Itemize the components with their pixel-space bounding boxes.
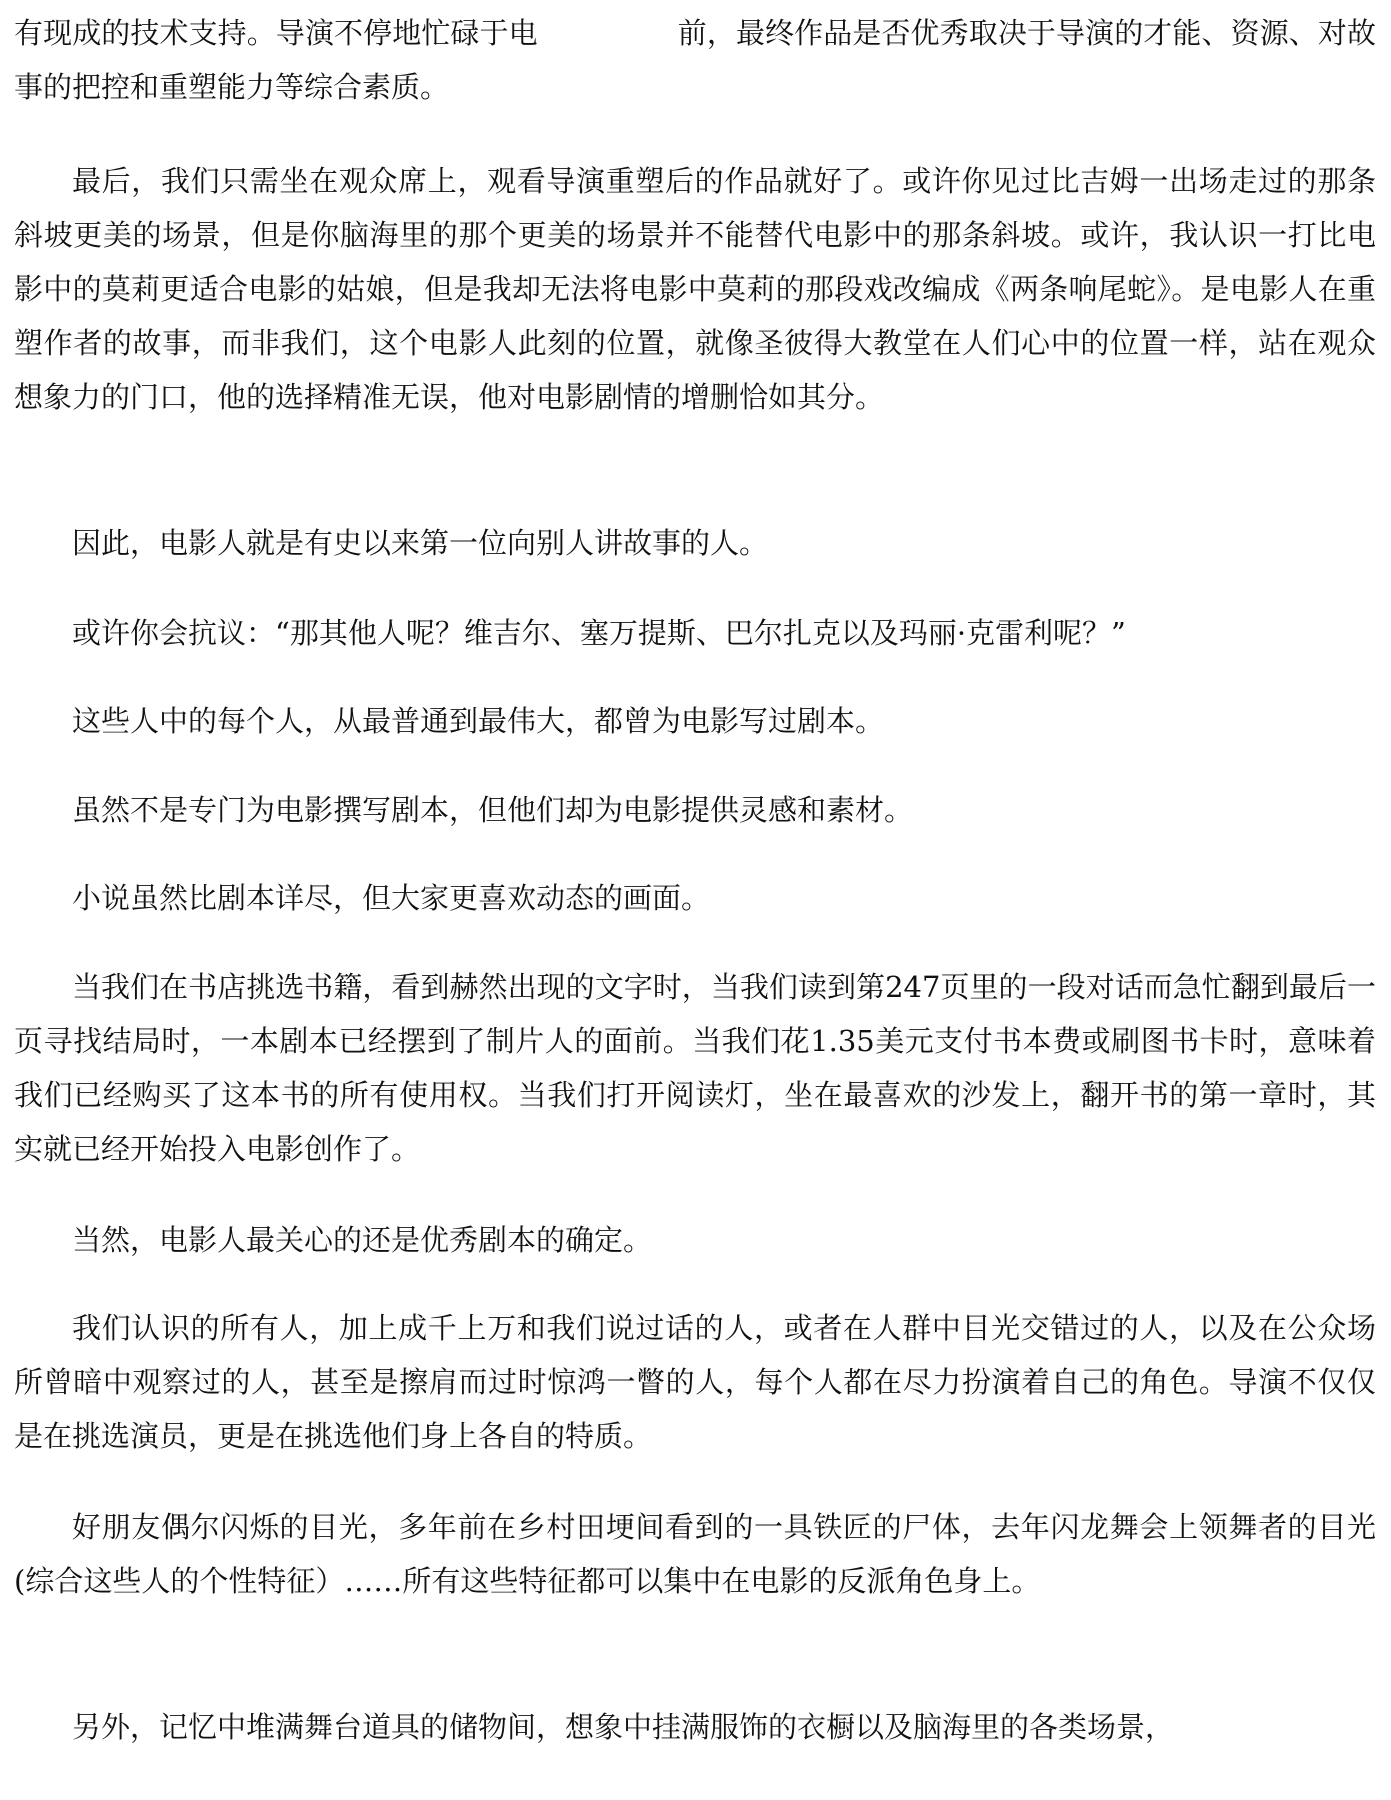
paragraph-10: 我们认识的所有人，加上成千上万和我们说过话的人，或者在人群中目光交错过的人，以及在公众场所曾暗中观察过的人，甚至是擦肩而过时惊鸿一瞥的人，每个人都在尽力扮演着自己的角色。导演不仅仅是在挑选演员，更是在挑选他们身上各自的特质。 <box>14 1311 1376 1453</box>
paragraph-5: 这些人中的每个人，从最普通到最伟大，都曾为电影写过剧本。 <box>72 704 885 738</box>
paragraph-1-text-after-gap: 前，最终作品是否优秀取决于导演的才能、资源、对故事的把控和重塑能力等综合素质。 <box>14 16 1376 104</box>
paragraph-12: 另外，记忆中堆满舞台道具的储物间，想象中挂满服饰的衣橱以及脑海里的各类场景， <box>72 1710 1175 1744</box>
paragraph-6: 虽然不是专门为电影撰写剧本，但他们却为电影提供灵感和素材。 <box>72 793 914 827</box>
paragraph-9: 当然，电影人最关心的还是优秀剧本的确定。 <box>72 1223 653 1257</box>
paragraph-1-text-before-gap: 有现成的技术支持。导演不停地忙碌于电 <box>14 16 538 50</box>
paragraph-11: 好朋友偶尔闪烁的目光，多年前在乡村田埂间看到的一具铁匠的尸体，去年闪龙舞会上领舞者的目光(综合这些人的个性特征）……所有这些特征都可以集中在电影的反派角色身上。 <box>14 1510 1376 1598</box>
paragraph-4: 或许你会抗议：“那其他人呢？维吉尔、塞万提斯、巴尔扎克以及玛丽·克雷利呢？” <box>72 616 1126 650</box>
paragraph-3: 因此，电影人就是有史以来第一位向别人讲故事的人。 <box>72 526 769 560</box>
paragraph-8: 当我们在书店挑选书籍，看到赫然出现的文字时，当我们读到第247页里的一段对话而急忙翻到最后一页寻找结局时，一本剧本已经摆到了制片人的面前。当我们花1.35美元支付书本费或刷图书卡时，意味着我们已经购买了这本书的所有使用权。当我们打开阅读灯，坐在最喜欢的沙发上，翻开书的第一章时，其实就已经开始投入电影创作了。 <box>14 970 1376 1166</box>
paragraph-7: 小说虽然比剧本详尽，但大家更喜欢动态的画面。 <box>72 881 711 915</box>
paragraph-1 <box>14 6 1376 114</box>
paragraph-2: 最后，我们只需坐在观众席上，观看导演重塑后的作品就好了。或许你见过比吉姆一出场走过的那条斜坡更美的场景，但是你脑海里的那个更美的场景并不能替代电影中的那条斜坡。或许，我认识一打比电影中的莫莉更适合电影的姑娘，但是我却无法将电影中莫莉的那段戏改编成《两条响尾蛇》。是电影人在重塑作者的故事，而非我们，这个电影人此刻的位置，就像圣彼得大教堂在人们心中的位置一样，站在观众想象力的门口，他的选择精准无误，他对电影剧情的增删恰如其分。 <box>14 164 1376 414</box>
